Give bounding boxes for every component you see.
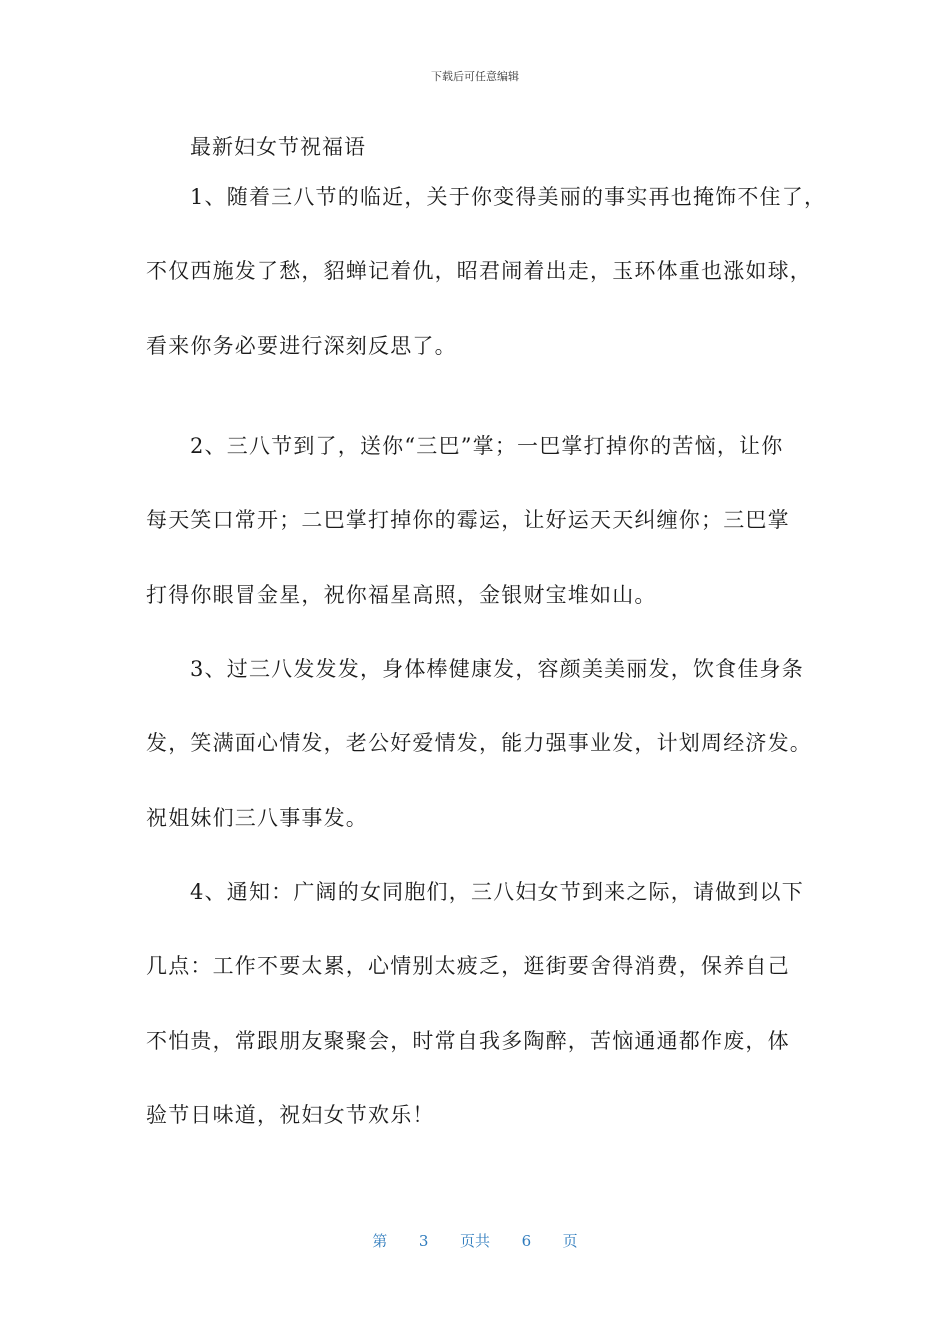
paragraph-line: 不怕贵，常跟朋友聚聚会，时常自我多陶醉，苦恼通通都作废，体 bbox=[146, 1028, 790, 1053]
footer-suffix: 页 bbox=[562, 1232, 578, 1250]
paragraph-line: 几点：工作不要太累，心情别太疲乏，逛街要舍得消费，保养自己 bbox=[146, 954, 790, 979]
paragraph-4 bbox=[146, 877, 826, 1174]
paragraph-line: 看来你务必要进行深刻反思了。 bbox=[146, 333, 457, 358]
paragraph-line: 打得你眼冒金星，祝你福星高照，金银财宝堆如山。 bbox=[146, 582, 657, 607]
footer-current-page: 3 bbox=[418, 1232, 429, 1250]
paragraph-line: 1、随着三八节的临近，关于你变得美丽的事实再也掩饰不住了， bbox=[190, 185, 827, 209]
paragraph-line: 2、三八节到了，送你“三巴”掌；一巴掌打掉你的苦恼，让你 bbox=[190, 434, 784, 458]
paragraph-line: 发，笑满面心情发，老公好爱情发，能力强事业发，计划周经济发。 bbox=[146, 731, 812, 756]
paragraph-line: 验节日味道，祝妇女节欢乐！ bbox=[146, 1102, 435, 1127]
page-footer bbox=[0, 1230, 950, 1251]
document-title: 最新妇女节祝福语 bbox=[190, 135, 366, 159]
paragraph-2 bbox=[146, 431, 826, 654]
paragraph-3 bbox=[146, 654, 826, 877]
paragraph-line: 不仅西施发了愁，貂蝉记着仇，昭君闹着出走，玉环体重也涨如球， bbox=[146, 259, 812, 284]
footer-prefix: 第 bbox=[372, 1232, 388, 1250]
paragraph-line: 3、过三八发发发，身体棒健康发，容颜美美丽发，饮食佳身条 bbox=[190, 657, 804, 681]
footer-total-pages: 6 bbox=[521, 1232, 532, 1250]
footer-middle: 页共 bbox=[459, 1232, 490, 1250]
paragraph-line: 4、通知：广阔的女同胞们，三八妇女节到来之际，请做到以下 bbox=[190, 880, 804, 904]
paragraph-line: 祝姐妹们三八事事发。 bbox=[146, 805, 368, 830]
paragraph-line: 每天笑口常开；二巴掌打掉你的霉运，让好运天天纠缠你；三巴掌 bbox=[146, 508, 790, 533]
page-header: 下载后可任意编辑 bbox=[431, 70, 519, 83]
paragraph-1 bbox=[146, 182, 826, 405]
